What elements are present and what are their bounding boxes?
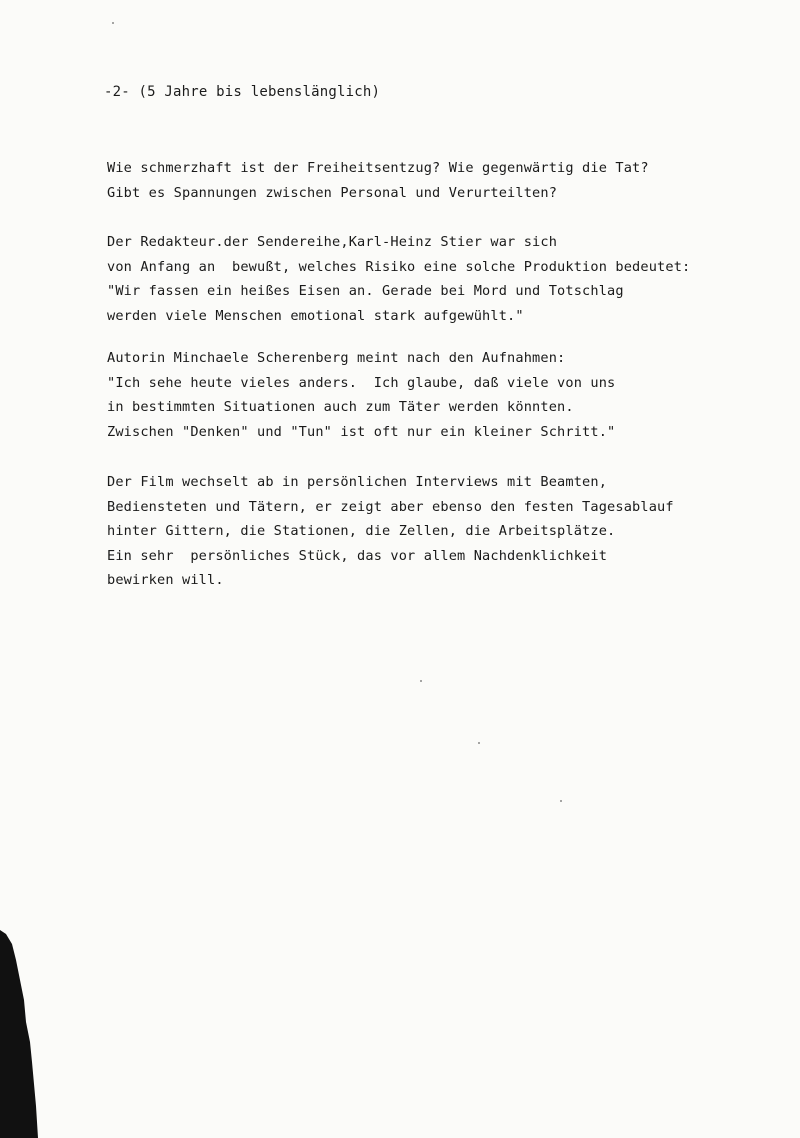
- paragraph-film-description: [107, 470, 767, 593]
- paper-speck: [112, 22, 114, 24]
- paragraph-editor-quote: [107, 230, 767, 328]
- paragraph-questions: [107, 156, 767, 205]
- text-line: "Ich sehe heute vieles anders. Ich glaube, daß viele von uns: [107, 374, 616, 391]
- text-line: Gibt es Spannungen zwischen Personal und Verurteilten?: [107, 184, 558, 201]
- paper-speck: [478, 742, 480, 744]
- torn-paper-edge: [0, 930, 40, 1138]
- paragraph-author-quote: [107, 346, 767, 444]
- torn-edge-shape: [0, 930, 40, 1138]
- text-line: "Wir fassen ein heißes Eisen an. Gerade bei Mord und Totschlag: [107, 283, 624, 299]
- text-line: Der Redakteur.der Sendereihe,Karl-Heinz Stier war sich: [107, 234, 558, 250]
- text-line: Der Film wechselt ab in persönlichen Interviews mit Beamten,: [107, 474, 608, 490]
- text-line: in bestimmten Situationen auch zum Täter werden könnten.: [107, 399, 574, 415]
- paper-speck: [560, 800, 562, 802]
- text-line: bewirken will.: [107, 572, 224, 588]
- text-line: Bediensteten und Tätern, er zeigt aber ebenso den festen Tagesablauf: [107, 498, 674, 515]
- text-line: Autorin Minchaele Scherenberg meint nach den Aufnahmen:: [107, 350, 566, 366]
- text-line: Zwischen "Denken" und "Tun" ist oft nur ein kleiner Schritt.": [107, 423, 616, 440]
- text-line: hinter Gittern, die Stationen, die Zellen, die Arbeitsplätze.: [107, 523, 616, 539]
- text-line: Ein sehr persönliches Stück, das vor allem Nachdenklichkeit: [107, 547, 608, 564]
- text-line: von Anfang an bewußt, welches Risiko eine solche Produktion bedeutet:: [107, 258, 691, 275]
- text-line: werden viele Menschen emotional stark aufgewühlt.": [107, 307, 524, 324]
- paper-speck: [420, 680, 422, 682]
- page-header: -2- (5 Jahre bis lebenslänglich): [104, 84, 381, 100]
- text-line: Wie schmerzhaft ist der Freiheitsentzug? Wie gegenwärtig die Tat?: [107, 160, 649, 176]
